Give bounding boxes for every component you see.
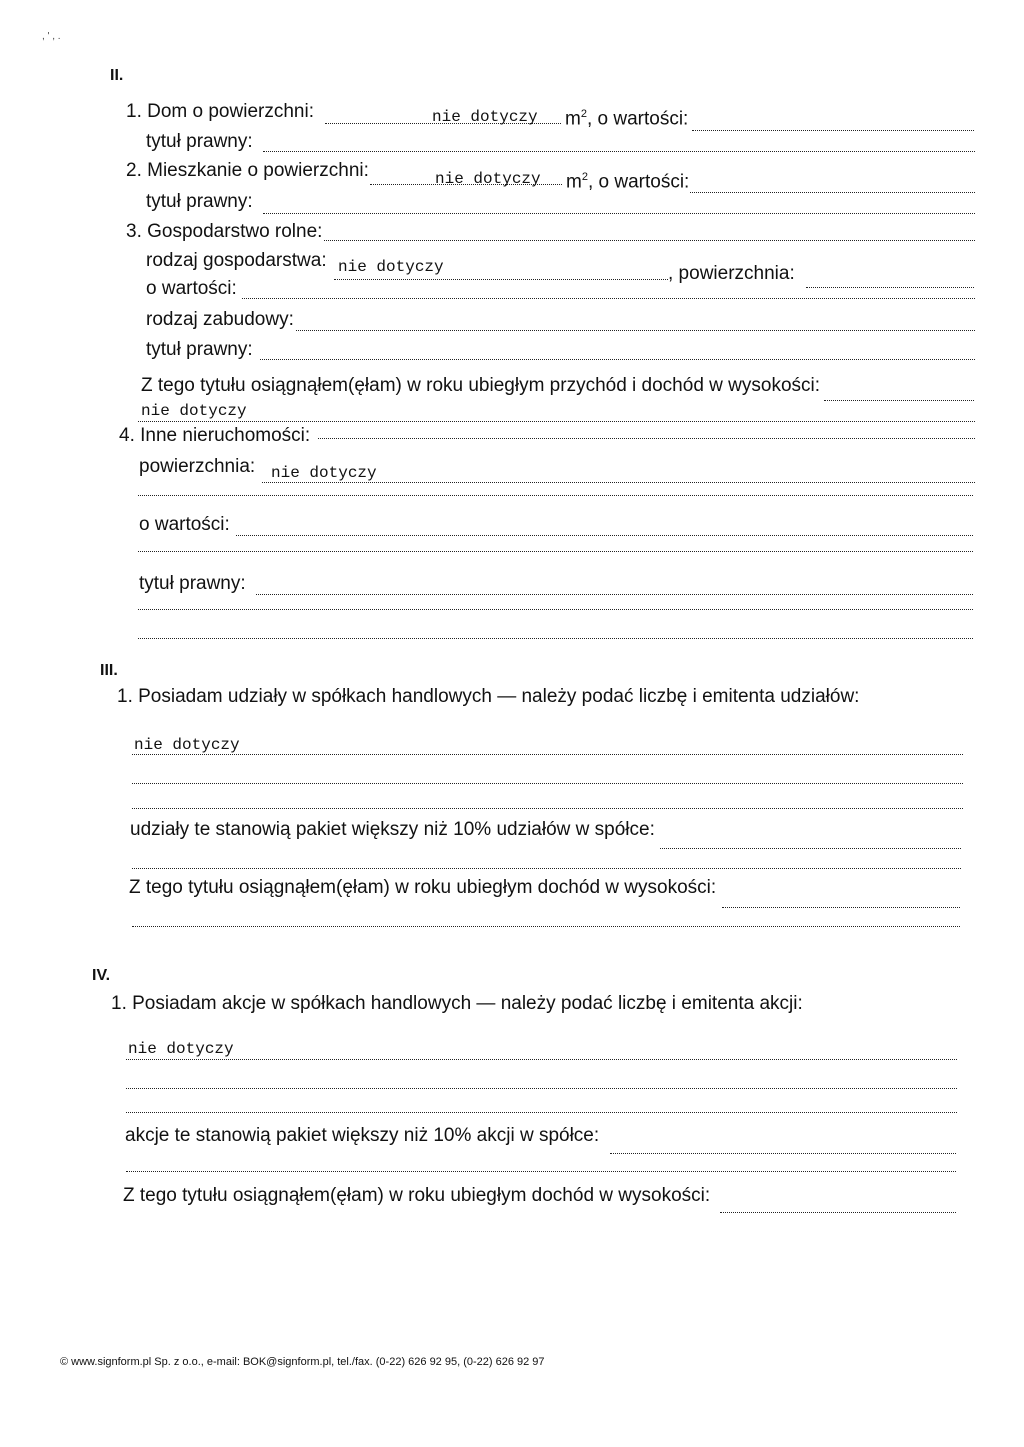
flat-unit: $m^2$, o wartości:: [566, 171, 690, 193]
farm-value-label: o wartości:: [146, 278, 237, 299]
farm-area-line: [806, 287, 974, 288]
farm-type-value: nie dotyczy: [338, 258, 444, 276]
farm-value-line: [242, 298, 975, 299]
farm-legal-label: tytuł prawny:: [146, 339, 253, 360]
stocks-label: 1. Posiadam akcje w spółkach handlowych — należy podać liczbę i emitenta akcji:: [111, 993, 803, 1014]
farm-label: 3. Gospodarstwo rolne:: [126, 221, 323, 242]
farm-building-line: [296, 330, 975, 331]
house-legal-label: tytuł prawny:: [146, 131, 253, 152]
stocks-stake-line-2: [126, 1171, 956, 1172]
flat-area-value: nie dotyczy: [435, 170, 541, 188]
shares-stake-line-2: [132, 868, 961, 869]
scan-marks: , ' , .: [42, 31, 61, 42]
flat-legal-line: [263, 213, 975, 214]
stocks-line-3: [126, 1112, 957, 1113]
shares-value: nie dotyczy: [134, 736, 240, 754]
shares-stake-line: [660, 848, 961, 849]
flat-value-line: [690, 192, 975, 193]
house-unit: $m^2$, o wartości:: [565, 108, 689, 130]
shares-income-line: [722, 907, 960, 908]
farm-income-line: [824, 400, 974, 401]
farm-legal-line: [260, 359, 975, 360]
section-2-numeral: II.: [110, 67, 124, 84]
other-value-line-2: [138, 551, 973, 552]
house-area-value: nie dotyczy: [432, 108, 538, 126]
farm-income-value: nie dotyczy: [141, 402, 247, 420]
shares-line-2: [132, 783, 963, 784]
farm-line: [324, 240, 975, 241]
farm-income-text: Z tego tytułu osiągnąłem(ęłam) w roku ubiegłym przychód i dochód w wysokości:: [141, 375, 821, 396]
shares-label: 1. Posiadam udziały w spółkach handlowych — należy podać liczbę i emitenta udziałów:: [117, 686, 860, 707]
other-property-label: 4. Inne nieruchomości:: [119, 425, 311, 446]
footer: © www.signform.pl Sp. z o.o., e-mail: BOK@signform.pl, tel./fax. (0-22) 626 92 95, (0-22) 626 92 97: [60, 1356, 545, 1368]
other-property-line: [318, 438, 975, 439]
farm-building-label: rodzaj zabudowy:: [146, 309, 294, 330]
farm-income-line-2: [138, 421, 975, 422]
farm-type-line: [334, 279, 668, 280]
shares-stake-text: udziały te stanowią pakiet większy niż 10% udziałów w spółce:: [130, 819, 655, 840]
stocks-income-text: Z tego tytułu osiągnąłem(ęłam) w roku ubiegłym dochód w wysokości:: [123, 1185, 711, 1206]
other-area-value: nie dotyczy: [271, 464, 377, 482]
flat-legal-label: tytuł prawny:: [146, 191, 253, 212]
house-area-label: 1. Dom o powierzchni:: [126, 101, 314, 122]
other-legal-line-2: [138, 609, 973, 610]
other-value-line: [236, 535, 973, 536]
stocks-income-line: [720, 1212, 956, 1213]
farm-area-label: , powierzchnia:: [668, 263, 795, 284]
house-legal-line: [263, 151, 975, 152]
shares-line-1: [132, 754, 963, 755]
stocks-stake-text: akcje te stanowią pakiet większy niż 10% akcji w spółce:: [125, 1125, 600, 1146]
other-area-line: [262, 482, 975, 483]
flat-area-label: 2. Mieszkanie o powierzchni:: [126, 160, 369, 181]
stocks-value: nie dotyczy: [128, 1040, 234, 1058]
other-legal-label: tytuł prawny:: [139, 573, 246, 594]
stocks-line-1: [126, 1059, 957, 1060]
other-area-line-2: [138, 495, 973, 496]
shares-line-3: [132, 808, 963, 809]
other-value-label: o wartości:: [139, 514, 230, 535]
section-4-numeral: IV.: [92, 967, 111, 984]
shares-income-text: Z tego tytułu osiągnąłem(ęłam) w roku ubiegłym dochód w wysokości:: [129, 877, 717, 898]
shares-income-line-2: [132, 926, 960, 927]
stocks-line-2: [126, 1088, 957, 1089]
other-area-label: powierzchnia:: [139, 456, 256, 477]
farm-type-label: rodzaj gospodarstwa:: [146, 250, 327, 271]
stocks-stake-line: [610, 1153, 956, 1154]
other-legal-line: [256, 594, 973, 595]
house-value-line: [692, 130, 974, 131]
section-3-numeral: III.: [100, 662, 118, 679]
other-legal-line-3: [138, 638, 973, 639]
